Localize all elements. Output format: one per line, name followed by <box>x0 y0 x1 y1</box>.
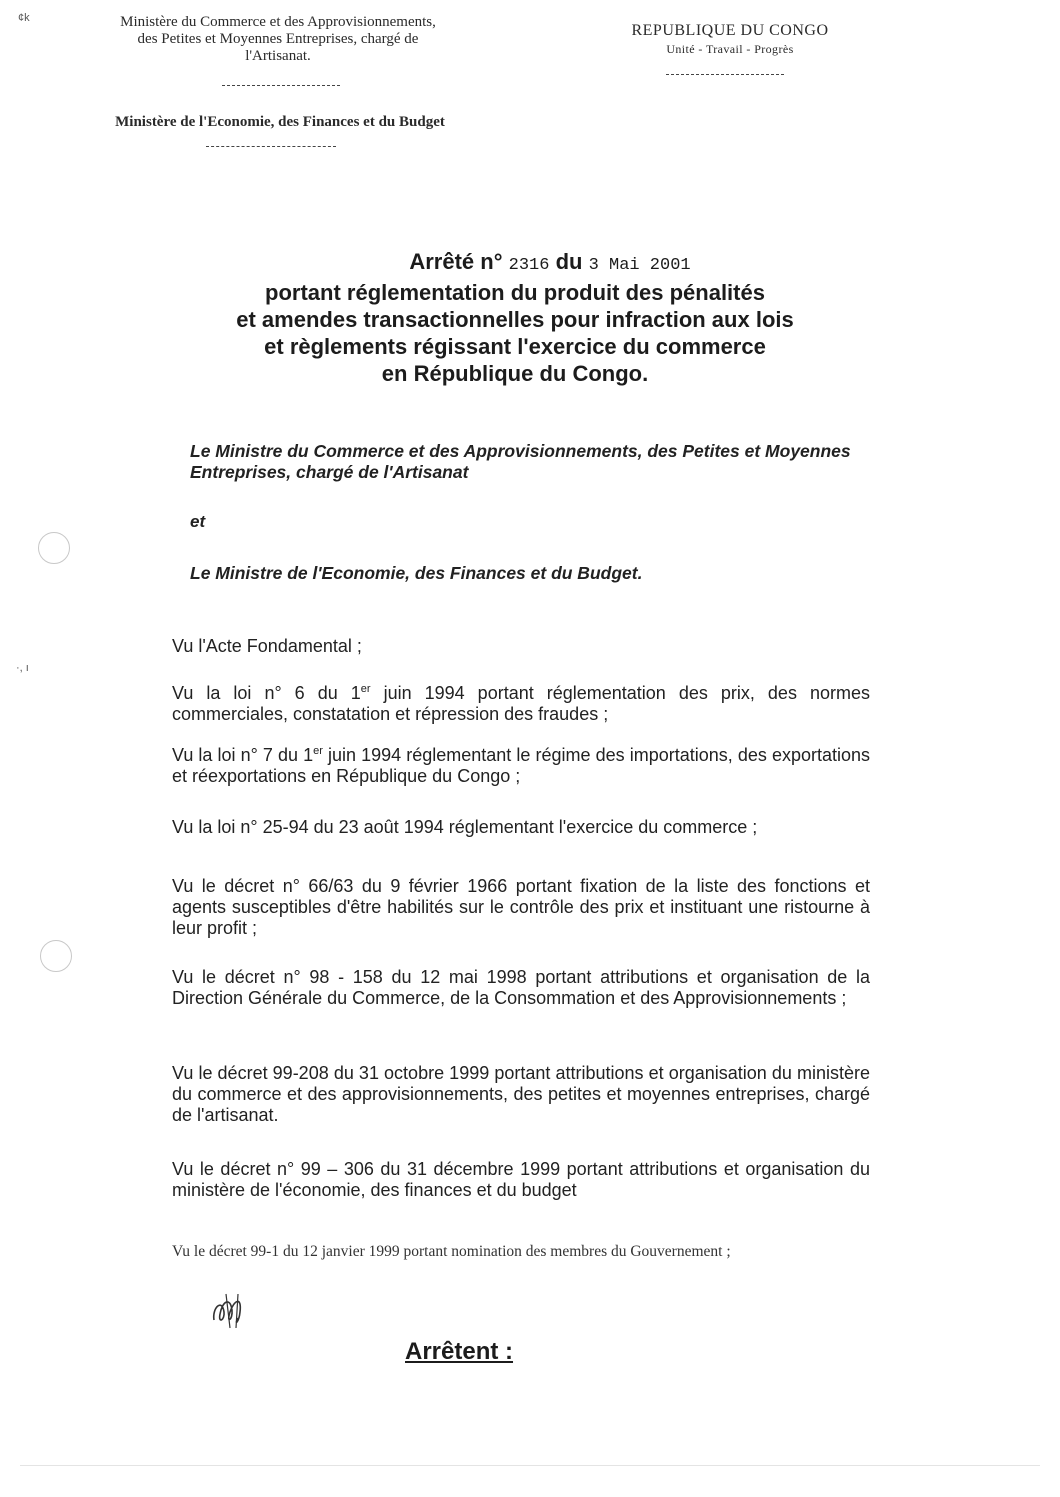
margin-mark: ¢k <box>18 12 30 24</box>
header-divider <box>666 74 784 75</box>
visa-decret-99-208: Vu le décret 99-208 du 31 octobre 1999 portant attributions et organisation du ministère du commerce et des approvisionnements, des petites et moyennes entreprises, chargé de l'artisanat. <box>172 1063 870 1125</box>
header-divider <box>206 146 336 147</box>
visa-loi-6 <box>172 679 870 725</box>
header-republic <box>600 22 860 57</box>
ordinal-sup: er <box>313 745 323 757</box>
margin-mark: ·, ı <box>16 662 29 674</box>
decree-number-line <box>100 248 930 279</box>
header-ministry-line: des Petites et Moyennes Entreprises, chargé de <box>137 31 419 47</box>
republic-name: REPUBLIQUE DU CONGO <box>631 22 829 39</box>
minister-economy: Le Ministre de l'Economie, des Finances et du Budget. <box>190 563 643 583</box>
decree-prefix: Arrêté n° <box>409 249 503 274</box>
visa-loi-25-94: Vu la loi n° 25-94 du 23 août 1994 réglementant l'exercice du commerce ; <box>172 817 758 837</box>
decree-du: du <box>555 249 583 274</box>
visa-decret-99-306: Vu le décret n° 99 – 306 du 31 décembre 1999 portant attributions et organisation du ministère de l'économie, des finances et du budget <box>172 1159 870 1200</box>
header-ministry-line: Ministère du Commerce et des Approvisionnements, <box>120 14 436 30</box>
header-divider <box>222 85 340 86</box>
header-ministry-line: l'Artisanat. <box>245 48 311 64</box>
visa-text: juin 1994 réglementant le régime des importations, des exportations et réexportations en République du Congo ; <box>172 745 871 786</box>
punch-hole <box>38 532 70 564</box>
decree-title-line: en République du Congo. <box>381 361 649 386</box>
scan-edge-line <box>20 1465 1040 1466</box>
conjunction: et <box>190 512 206 531</box>
republic-motto: Unité - Travail - Progrès <box>666 42 794 56</box>
visa-decret-66-63: Vu le décret n° 66/63 du 9 février 1966 portant fixation de la liste des fonctions et agents susceptibles d'être habilités sur le contrôle des prix et instituant une ristourne à leur profit ; <box>172 876 870 938</box>
decree-title-line: et amendes transactionnelles pour infraction aux lois <box>236 307 794 332</box>
visa-decret-98-158: Vu le décret n° 98 - 158 du 12 mai 1998 portant attributions et organisation de la Direction Générale du Commerce, de la Consommation et des Approvisionnements ; <box>172 967 870 1008</box>
decree-title <box>100 248 930 387</box>
handwritten-initials <box>208 1290 258 1332</box>
visa-acte-fondamental: Vu l'Acte Fondamental ; <box>172 636 362 656</box>
visa-decret-99-1: Vu le décret 99-1 du 12 janvier 1999 portant nomination des membres du Gouvernement ; <box>172 1243 731 1260</box>
visa-loi-7 <box>172 741 870 787</box>
decree-number: 2316 <box>508 256 550 275</box>
visa-text: Vu la loi n° 6 du 1 <box>172 683 361 703</box>
header-ministry-commerce <box>58 14 498 65</box>
visa-text: Vu la loi n° 7 du 1 <box>172 745 314 765</box>
visa-text: juin 1994 portant réglementation des prix, des normes commerciales, constatation et répression des fraudes ; <box>172 683 870 724</box>
decision-heading: Arrêtent : <box>405 1338 514 1365</box>
header-ministry-economy: Ministère de l'Economie, des Finances et du Budget <box>115 114 445 130</box>
decree-title-line: et règlements régissant l'exercice du commerce <box>264 334 766 359</box>
ordinal-sup: er <box>360 683 371 695</box>
punch-hole <box>40 940 72 972</box>
minister-commerce: Le Ministre du Commerce et des Approvisionnements, des Petites et Moyennes Entreprises, chargé de l'Artisanat <box>190 441 851 482</box>
decree-date: 3 Mai 2001 <box>588 256 691 275</box>
decree-title-line: portant réglementation du produit des pénalités <box>265 280 765 305</box>
